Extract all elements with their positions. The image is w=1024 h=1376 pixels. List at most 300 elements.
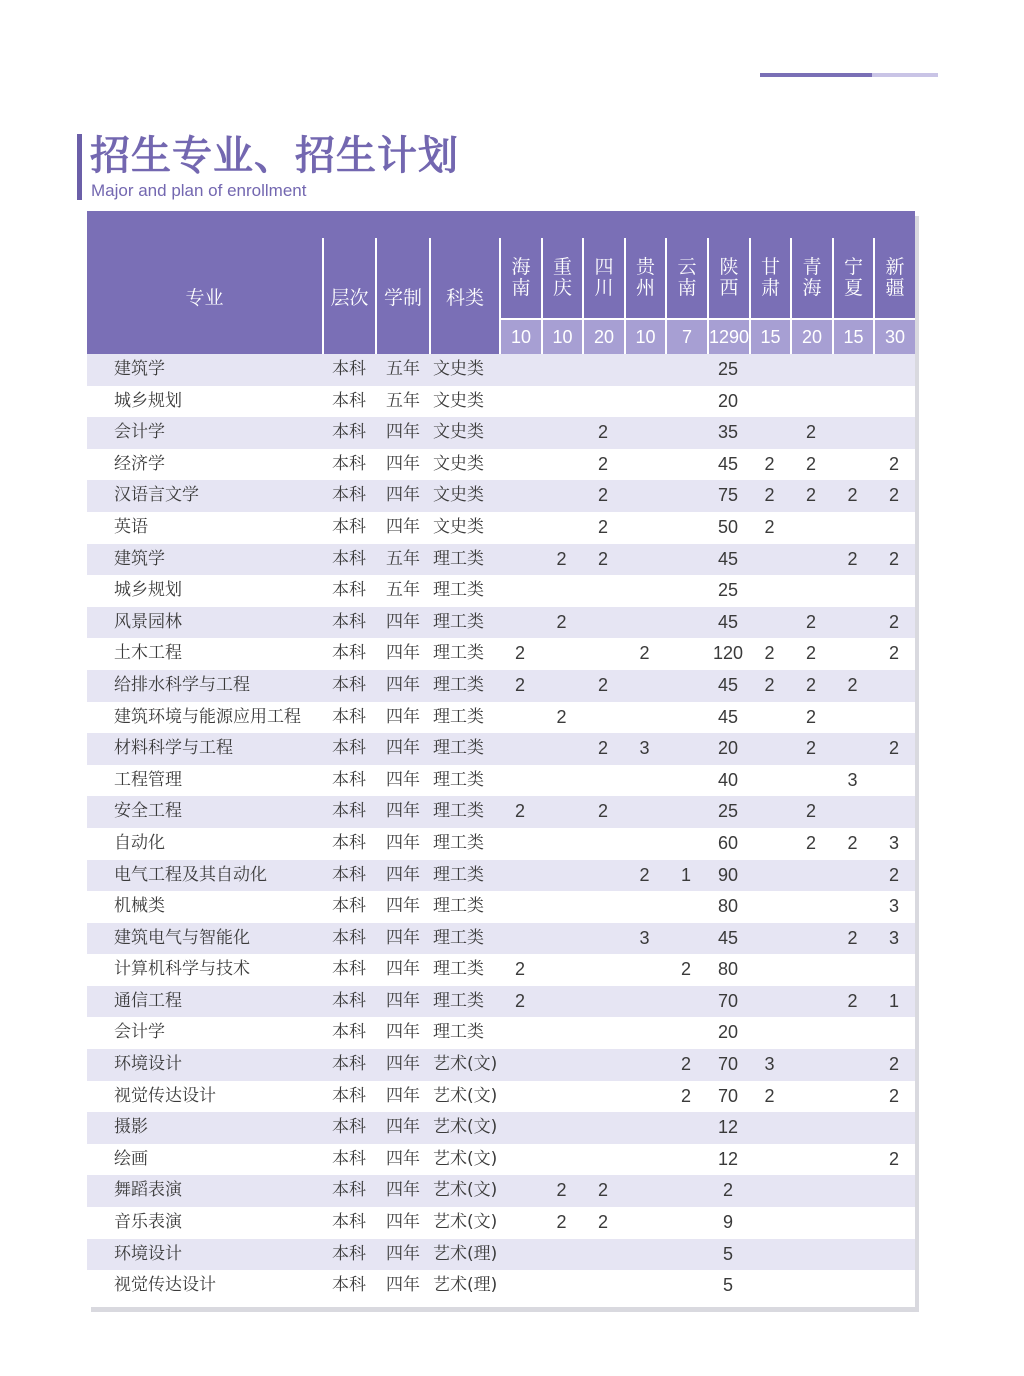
header-years: 学制	[375, 238, 429, 354]
count-cell: 2	[514, 990, 525, 1011]
count-cell	[749, 1144, 790, 1176]
count-cell	[499, 1049, 541, 1081]
count-cell	[624, 386, 665, 418]
count-cell	[832, 891, 873, 923]
count-cell	[665, 575, 707, 607]
table-row	[87, 512, 915, 544]
count-cell	[873, 1112, 915, 1144]
major-cell: 视觉传达设计	[114, 1085, 216, 1106]
count-cell	[541, 860, 582, 892]
count-cell	[541, 354, 582, 386]
count-cell	[790, 1017, 832, 1049]
level-cell: 本科	[332, 643, 366, 664]
table-row	[87, 1239, 915, 1271]
title-accent-bar	[77, 134, 82, 200]
count-cell: 2	[805, 485, 816, 506]
province-name: 重庆	[552, 256, 572, 299]
count-cell	[665, 1270, 707, 1302]
level-cell: 本科	[332, 485, 366, 506]
count-cell: 2	[847, 548, 858, 569]
count-cell	[499, 1239, 541, 1271]
count-cell: 2	[805, 706, 816, 727]
count-cell: 20	[717, 1022, 739, 1043]
level-cell: 本科	[332, 674, 366, 695]
count-cell	[624, 1175, 665, 1207]
count-cell	[790, 923, 832, 955]
category-cell: 艺术(文)	[433, 1117, 498, 1138]
major-cell: 自动化	[114, 832, 165, 853]
count-cell: 2	[764, 516, 775, 537]
count-cell	[749, 1270, 790, 1302]
province-quota: 20	[582, 318, 624, 354]
major-cell: 给排水科学与工程	[114, 674, 250, 695]
count-cell	[665, 354, 707, 386]
years-cell: 四年	[386, 927, 420, 948]
count-cell	[499, 891, 541, 923]
count-cell	[665, 607, 707, 639]
category-cell: 文史类	[433, 453, 484, 474]
count-cell: 3	[888, 896, 899, 917]
category-cell: 理工类	[433, 927, 484, 948]
count-cell	[749, 417, 790, 449]
count-cell: 20	[717, 738, 739, 759]
count-cell: 2	[847, 927, 858, 948]
major-cell: 环境设计	[114, 1243, 182, 1264]
count-cell	[541, 923, 582, 955]
count-cell	[790, 986, 832, 1018]
level-cell: 本科	[332, 832, 366, 853]
count-cell	[665, 1112, 707, 1144]
level-cell: 本科	[332, 390, 366, 411]
count-cell	[832, 1175, 873, 1207]
decorative-line	[760, 73, 938, 77]
count-cell	[499, 449, 541, 481]
count-cell	[582, 765, 624, 797]
count-cell	[499, 544, 541, 576]
count-cell	[665, 1239, 707, 1271]
count-cell	[624, 1270, 665, 1302]
table-row	[87, 575, 915, 607]
province-header	[832, 238, 873, 318]
category-cell: 文史类	[433, 485, 484, 506]
count-cell: 70	[717, 990, 739, 1011]
table-body	[87, 354, 915, 1302]
count-cell: 2	[597, 738, 608, 759]
count-cell	[624, 544, 665, 576]
count-cell: 12	[717, 1117, 739, 1138]
years-cell: 四年	[386, 832, 420, 853]
count-cell	[665, 891, 707, 923]
count-cell: 3	[764, 1054, 775, 1075]
count-cell	[832, 386, 873, 418]
count-cell	[582, 354, 624, 386]
count-cell	[499, 702, 541, 734]
level-cell: 本科	[332, 1085, 366, 1106]
count-cell: 70	[717, 1054, 739, 1075]
count-cell	[582, 986, 624, 1018]
table-row	[87, 607, 915, 639]
count-cell	[624, 607, 665, 639]
count-cell	[749, 1017, 790, 1049]
count-cell	[832, 449, 873, 481]
years-cell: 四年	[386, 990, 420, 1011]
count-cell: 2	[805, 611, 816, 632]
count-cell	[582, 638, 624, 670]
count-cell	[541, 449, 582, 481]
province-header	[541, 238, 582, 318]
province-quota: 20	[790, 318, 832, 354]
province-header	[790, 238, 832, 318]
major-cell: 计算机科学与技术	[114, 959, 250, 980]
count-cell	[832, 702, 873, 734]
years-cell: 四年	[386, 706, 420, 727]
count-cell	[624, 512, 665, 544]
table-row	[87, 765, 915, 797]
decorative-line-accent	[760, 73, 872, 77]
enrollment-table	[87, 211, 915, 1307]
count-cell	[749, 1239, 790, 1271]
province-header	[582, 238, 624, 318]
count-cell	[832, 417, 873, 449]
years-cell: 四年	[386, 864, 420, 885]
table-row	[87, 796, 915, 828]
category-cell: 理工类	[433, 580, 484, 601]
count-cell	[665, 986, 707, 1018]
table-row	[87, 828, 915, 860]
category-cell: 理工类	[433, 1022, 484, 1043]
table-row	[87, 1017, 915, 1049]
province-name: 四川	[594, 256, 614, 299]
count-cell	[665, 386, 707, 418]
count-cell: 2	[847, 832, 858, 853]
level-cell: 本科	[332, 1275, 366, 1296]
major-cell: 英语	[114, 516, 148, 537]
count-cell	[582, 386, 624, 418]
count-cell: 2	[764, 485, 775, 506]
count-cell: 2	[764, 674, 775, 695]
count-cell	[624, 417, 665, 449]
province-name: 甘肃	[760, 256, 780, 299]
category-cell: 理工类	[433, 769, 484, 790]
count-cell	[665, 670, 707, 702]
count-cell	[541, 670, 582, 702]
count-cell	[749, 796, 790, 828]
count-cell	[665, 480, 707, 512]
province-header	[873, 238, 915, 318]
count-cell	[541, 417, 582, 449]
count-cell	[624, 891, 665, 923]
count-cell	[832, 796, 873, 828]
count-cell	[541, 796, 582, 828]
page-title: 招生专业、招生计划	[90, 133, 459, 179]
count-cell	[790, 954, 832, 986]
count-cell	[624, 670, 665, 702]
count-cell: 2	[764, 453, 775, 474]
years-cell: 四年	[386, 611, 420, 632]
table-row	[87, 954, 915, 986]
table-row	[87, 1081, 915, 1113]
count-cell	[624, 480, 665, 512]
count-cell	[790, 1207, 832, 1239]
count-cell	[832, 607, 873, 639]
category-cell: 理工类	[433, 864, 484, 885]
category-cell: 理工类	[433, 548, 484, 569]
major-cell: 工程管理	[114, 769, 182, 790]
count-cell	[665, 923, 707, 955]
count-cell	[873, 670, 915, 702]
count-cell: 2	[847, 674, 858, 695]
count-cell	[582, 607, 624, 639]
count-cell	[499, 1207, 541, 1239]
province-quota: 30	[873, 318, 915, 354]
count-cell	[873, 575, 915, 607]
count-cell: 2	[556, 548, 567, 569]
level-cell: 本科	[332, 738, 366, 759]
count-cell: 25	[717, 580, 739, 601]
count-cell: 45	[717, 927, 739, 948]
count-cell: 5	[722, 1243, 733, 1264]
count-cell	[832, 638, 873, 670]
category-cell: 理工类	[433, 643, 484, 664]
province-name: 宁夏	[843, 256, 863, 299]
years-cell: 四年	[386, 516, 420, 537]
count-cell	[790, 512, 832, 544]
count-cell	[832, 1144, 873, 1176]
level-cell: 本科	[332, 1180, 366, 1201]
count-cell	[749, 607, 790, 639]
level-cell: 本科	[332, 1148, 366, 1169]
count-cell: 2	[888, 611, 899, 632]
level-cell: 本科	[332, 1243, 366, 1264]
count-cell	[541, 638, 582, 670]
level-cell: 本科	[332, 706, 366, 727]
major-cell: 电气工程及其自动化	[114, 864, 267, 885]
count-cell	[624, 1049, 665, 1081]
header-category: 科类	[429, 238, 499, 354]
count-cell	[832, 1207, 873, 1239]
years-cell: 五年	[386, 359, 420, 379]
count-cell	[499, 923, 541, 955]
count-cell	[832, 860, 873, 892]
table-row	[87, 891, 915, 923]
years-cell: 四年	[386, 738, 420, 759]
province-quota: 15	[832, 318, 873, 354]
count-cell: 2	[888, 453, 899, 474]
province-header	[665, 238, 707, 318]
table-row	[87, 386, 915, 418]
count-cell	[749, 354, 790, 386]
count-cell	[624, 354, 665, 386]
count-cell	[582, 1270, 624, 1302]
level-cell: 本科	[332, 864, 366, 885]
count-cell	[499, 1081, 541, 1113]
count-cell	[541, 480, 582, 512]
count-cell: 2	[597, 516, 608, 537]
category-cell: 理工类	[433, 801, 484, 822]
count-cell	[749, 923, 790, 955]
count-cell	[624, 954, 665, 986]
count-cell: 2	[514, 643, 525, 664]
count-cell	[832, 575, 873, 607]
count-cell	[665, 1207, 707, 1239]
count-cell	[873, 386, 915, 418]
count-cell: 2	[556, 611, 567, 632]
count-cell	[582, 891, 624, 923]
count-cell	[499, 1144, 541, 1176]
count-cell	[499, 733, 541, 765]
count-cell: 2	[680, 1085, 691, 1106]
count-cell	[873, 417, 915, 449]
count-cell	[832, 954, 873, 986]
major-cell: 汉语言文学	[114, 485, 199, 506]
major-cell: 绘画	[114, 1148, 148, 1169]
count-cell	[749, 828, 790, 860]
count-cell	[790, 1239, 832, 1271]
table-row	[87, 1175, 915, 1207]
count-cell	[624, 449, 665, 481]
count-cell	[499, 1017, 541, 1049]
major-cell: 视觉传达设计	[114, 1275, 216, 1296]
count-cell	[582, 702, 624, 734]
count-cell: 5	[722, 1275, 733, 1296]
count-cell	[499, 828, 541, 860]
count-cell	[790, 544, 832, 576]
major-cell: 城乡规划	[114, 390, 182, 411]
count-cell	[873, 954, 915, 986]
category-cell: 文史类	[433, 390, 484, 411]
major-cell: 安全工程	[114, 801, 182, 822]
count-cell: 2	[805, 832, 816, 853]
category-cell: 艺术(文)	[433, 1148, 498, 1169]
count-cell	[624, 1112, 665, 1144]
province-name: 陕西	[719, 256, 739, 299]
count-cell: 1	[680, 864, 691, 885]
count-cell	[832, 1270, 873, 1302]
major-cell: 经济学	[114, 453, 165, 474]
count-cell	[749, 386, 790, 418]
years-cell: 五年	[386, 548, 420, 569]
major-cell: 通信工程	[114, 990, 182, 1011]
count-cell	[541, 1144, 582, 1176]
count-cell: 60	[717, 832, 739, 853]
table-row	[87, 986, 915, 1018]
count-cell: 80	[717, 959, 739, 980]
years-cell: 五年	[386, 390, 420, 411]
years-cell: 四年	[386, 1148, 420, 1169]
count-cell	[873, 512, 915, 544]
category-cell: 艺术(理)	[433, 1243, 498, 1264]
count-cell	[582, 1239, 624, 1271]
count-cell	[749, 954, 790, 986]
count-cell: 2	[597, 1180, 608, 1201]
count-cell	[790, 1081, 832, 1113]
count-cell: 2	[680, 1054, 691, 1075]
count-cell	[749, 544, 790, 576]
count-cell	[541, 1017, 582, 1049]
level-cell: 本科	[332, 801, 366, 822]
years-cell: 四年	[386, 643, 420, 664]
count-cell	[873, 702, 915, 734]
count-cell	[582, 860, 624, 892]
count-cell: 120	[712, 643, 744, 664]
count-cell: 2	[514, 801, 525, 822]
count-cell: 3	[639, 927, 650, 948]
years-cell: 四年	[386, 485, 420, 506]
province-header	[499, 238, 541, 318]
level-cell: 本科	[332, 769, 366, 790]
count-cell: 2	[514, 674, 525, 695]
count-cell	[832, 733, 873, 765]
count-cell: 2	[639, 643, 650, 664]
count-cell	[749, 986, 790, 1018]
level-cell: 本科	[332, 896, 366, 917]
table-row	[87, 860, 915, 892]
count-cell: 45	[717, 453, 739, 474]
count-cell	[624, 702, 665, 734]
count-cell	[665, 512, 707, 544]
header-level: 层次	[322, 238, 375, 354]
province-name: 新疆	[885, 256, 905, 299]
count-cell	[582, 923, 624, 955]
province-name: 云南	[677, 256, 697, 299]
count-cell	[582, 1017, 624, 1049]
years-cell: 四年	[386, 1243, 420, 1264]
count-cell	[499, 607, 541, 639]
table-row	[87, 544, 915, 576]
count-cell: 2	[847, 485, 858, 506]
count-cell	[790, 765, 832, 797]
category-cell: 艺术(理)	[433, 1275, 498, 1296]
province-quota: 10	[541, 318, 582, 354]
count-cell	[499, 354, 541, 386]
major-cell: 土木工程	[114, 643, 182, 664]
count-cell	[624, 1207, 665, 1239]
count-cell	[499, 1112, 541, 1144]
count-cell: 2	[764, 643, 775, 664]
count-cell	[624, 1081, 665, 1113]
years-cell: 四年	[386, 801, 420, 822]
count-cell	[790, 891, 832, 923]
province-name: 贵州	[635, 256, 655, 299]
table-row	[87, 702, 915, 734]
count-cell	[665, 828, 707, 860]
count-cell	[582, 1112, 624, 1144]
province-header	[707, 238, 749, 318]
table-row	[87, 1112, 915, 1144]
count-cell	[541, 1081, 582, 1113]
count-cell: 3	[639, 738, 650, 759]
level-cell: 本科	[332, 990, 366, 1011]
level-cell: 本科	[332, 453, 366, 474]
count-cell: 2	[888, 864, 899, 885]
count-cell: 2	[805, 643, 816, 664]
major-cell: 建筑环境与能源应用工程	[114, 706, 301, 727]
level-cell: 本科	[332, 422, 366, 443]
count-cell	[873, 1175, 915, 1207]
count-cell	[873, 1239, 915, 1271]
category-cell: 理工类	[433, 706, 484, 727]
count-cell	[873, 354, 915, 386]
count-cell: 80	[717, 896, 739, 917]
count-cell	[749, 860, 790, 892]
count-cell: 35	[717, 422, 739, 443]
count-cell: 2	[556, 706, 567, 727]
count-cell: 2	[556, 1180, 567, 1201]
count-cell	[790, 1175, 832, 1207]
major-cell: 建筑学	[114, 359, 165, 379]
level-cell: 本科	[332, 1117, 366, 1138]
count-cell	[665, 417, 707, 449]
